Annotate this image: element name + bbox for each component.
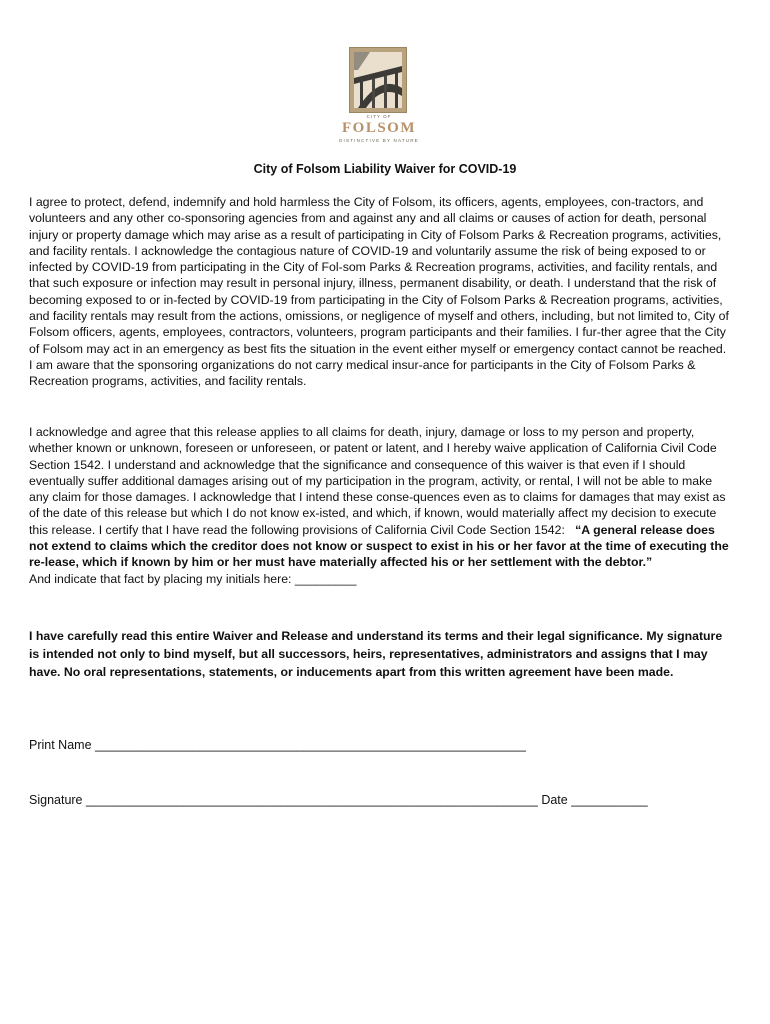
- release-paragraph-text: I acknowledge and agree that this release applies to all claims for death, injury, damage or loss to my person and property, whether known or unknown, foreseen or unforeseen, or patent or latent, and I hereby waive application of California Civil Code Section 1542. I understand and acknowledge that the significance and consequence of this waiver is that even if I should eventually suffer additional damages arising out of my participation in the program, activity, or rental, I will not be able to make any claim for those damages. I acknowledge that I intend these conse-quences even as to claims for damages that may exist as of the date of this release but which I do not know ex-isted, and which, if known, would materially affect my decision to execute this release. I certify that I have read the following provisions of California Civil Code Section 1542:: [29, 425, 726, 537]
- acknowledgement-paragraph: I have carefully read this entire Waiver and Release and understand its terms and their legal significance. My signature is intended not only to bind myself, but all successors, heirs, representatives, administrators and assigns that I may have. No oral representations, statements, or inducements apart from this written agreement have been made.: [29, 629, 723, 679]
- document-title: City of Folsom Liability Waiver for COVID-19: [253, 162, 517, 176]
- print-name-field[interactable]: Print Name ______________________________________________________________: [29, 738, 527, 752]
- bridge-icon: [350, 48, 406, 112]
- logo-city-of-text: CITY OF: [366, 114, 392, 119]
- indemnity-paragraph: I agree to protect, defend, indemnify and hold harmless the City of Folsom, its officers, agents, employees, con-tractors, and volunteers and any other co-sponsoring agencies from and against any and all claims or causes of action for death, personal injury or property damage which may arise as a result of participating in City of Folsom Parks & Recreation programs, activities, and facility rentals. I acknowledge the contagious nature of COVID-19 and voluntarily assume the risk of being exposed to or infected by COVID-19 from participating in the City of Fol-som Parks & Recreation programs, activities, and facility rentals, and that such exposure or infection may result in personal injury, illness, permanent disability, or death. I understand that the risk of becoming exposed to or in-fected by COVID-19 from participating in the City of Folsom Parks & Recreation programs, activities, and facility rentals may result from the actions, omissions, or negligence of myself and others, including, but not limited to, City of Folsom officers, agents, employees, contractors, volunteers, program participants and their families. I fur-ther agree that the City of Folsom may act in an emergency as best fits the situation in the event either myself or emergency contact cannot be reached. I am aware that the sponsoring organizations do not carry medical insur-ance for participants in the City of Folsom Parks & Recreation programs, activities, and facility rentals.: [29, 195, 729, 389]
- release-paragraph: [29, 424, 731, 587]
- logo-name-text: FOLSOM: [341, 120, 416, 136]
- initials-line: And indicate that fact by placing my initials here: _________: [29, 571, 357, 586]
- bridge-emblem: [349, 47, 407, 113]
- signature-date-field[interactable]: Signature _________________________________________________________________ Date ___________: [29, 793, 648, 807]
- logo-tagline-text: DISTINCTIVE BY NATURE: [339, 138, 419, 143]
- civil-code-quote: “A general release does not extend to claims which the creditor does not know or suspect to exist in his or her favor at the time of executing the re-lease, which if known by him or her must have materially affected his or her settlement with the debtor.”: [29, 522, 729, 570]
- city-of-folsom-logo: [324, 42, 434, 147]
